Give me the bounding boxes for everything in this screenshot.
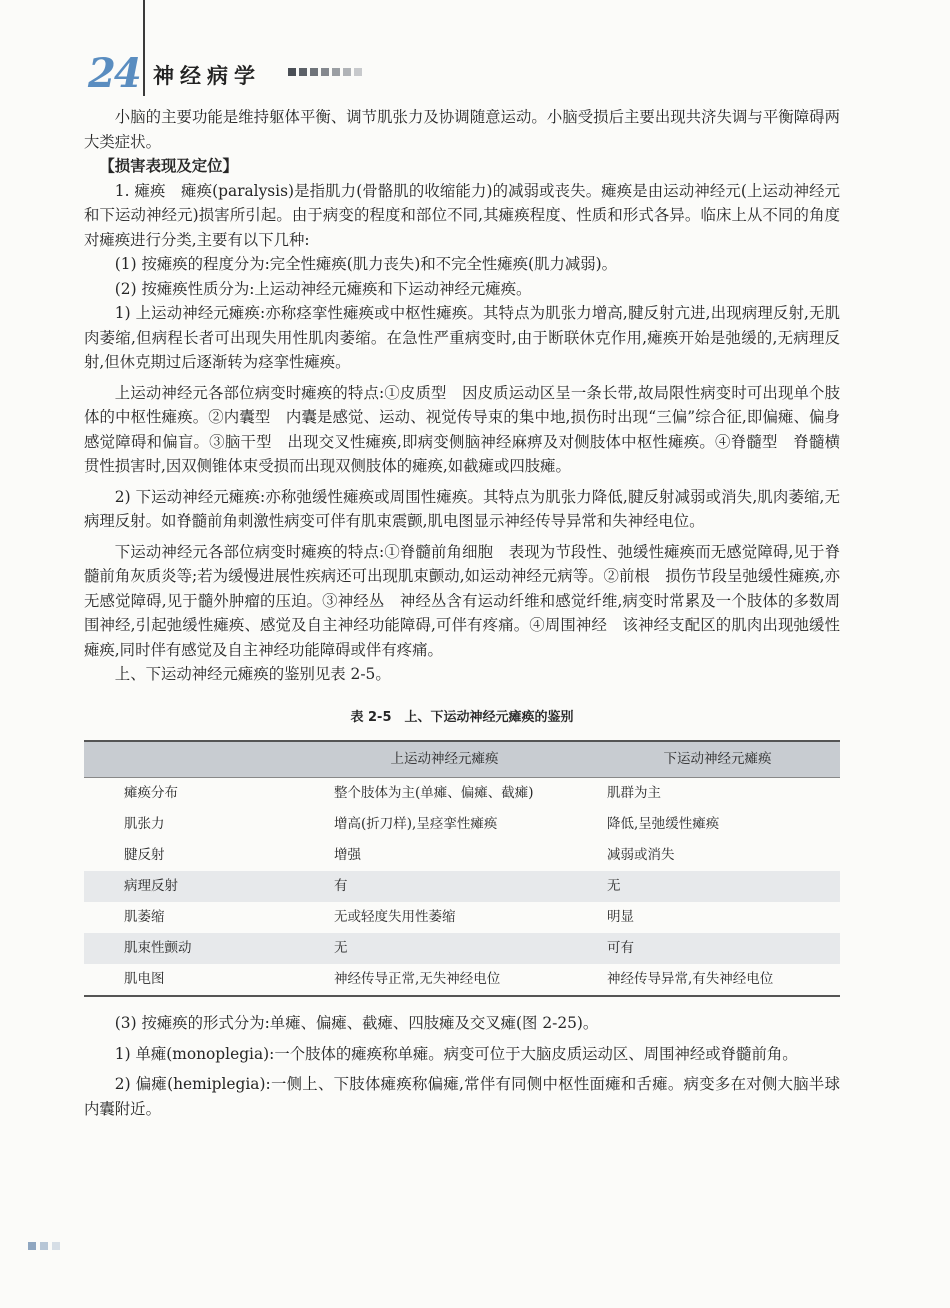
table-row <box>84 840 840 871</box>
table-cell: 神经传导正常,无失神经电位 <box>294 964 595 996</box>
paragraph: 小脑的主要功能是维持躯体平衡、调节肌张力及协调随意运动。小脑受损后主要出现共济失调与平衡障碍两大类症状。 <box>84 108 840 151</box>
table-header-cell: 上运动神经元瘫痪 <box>294 741 595 778</box>
table-cell: 可有 <box>595 933 840 964</box>
section-heading: 【损害表现及定位】 <box>99 157 238 175</box>
header-vertical-rule <box>143 0 145 96</box>
table-cell: 无 <box>595 871 840 902</box>
paragraph: 1. 瘫痪 瘫痪(paralysis)是指肌力(骨骼肌的收缩能力)的减弱或丧失。瘫痪是由运动神经元(上运动神经元和下运动神经元)损害所引起。由于病变的程度和部位不同,其瘫痪程度、性质和形式各异。临床上从不同的角度对瘫痪进行分类,主要有以下几种: <box>84 181 840 249</box>
table-caption: 表 2-5 上、下运动神经元瘫痪的鉴别 <box>350 709 574 725</box>
footer-decoration-square <box>40 1242 48 1250</box>
table-cell: 无或轻度失用性萎缩 <box>334 909 456 926</box>
table-cell: 增高(折刀样),呈痉挛性瘫痪 <box>334 816 498 833</box>
paragraph: 上、下运动神经元瘫痪的鉴别见表 2-5。 <box>114 665 391 683</box>
table-cell: 无 <box>294 933 595 964</box>
table-cell: 整个肢体为主(单瘫、偏瘫、截瘫) <box>334 785 534 802</box>
header-decoration-square <box>321 68 329 76</box>
table-cell: 肌电图 <box>84 964 294 996</box>
table-row <box>84 933 840 964</box>
header-decoration-square <box>343 68 351 76</box>
book-title: 神经病学 <box>153 64 261 88</box>
table-cell: 病理反射 <box>84 871 294 902</box>
table-cell: 肌束性颤动 <box>84 933 294 964</box>
header-decoration-square <box>332 68 340 76</box>
table-cell: 增强 <box>334 847 361 864</box>
table-cell: 肌张力 <box>124 816 165 833</box>
footer-decoration-square <box>52 1242 60 1250</box>
table-row <box>84 871 840 902</box>
table-cell: 瘫痪分布 <box>124 785 178 802</box>
header-decoration-square <box>354 68 362 76</box>
table-cell: 明显 <box>607 909 634 926</box>
table-cell: 减弱或消失 <box>607 847 675 864</box>
header-decoration-square <box>310 68 318 76</box>
table-row <box>84 902 840 933</box>
table-cell: 肌萎缩 <box>124 909 165 926</box>
table-header-row <box>84 741 840 778</box>
table-cell: 腱反射 <box>124 847 165 864</box>
table-cell: 有 <box>294 871 595 902</box>
paragraph: (2) 按瘫痪性质分为:上运动神经元瘫痪和下运动神经元瘫痪。 <box>114 279 532 298</box>
paragraph: (1) 按瘫痪的程度分为:完全性瘫痪(肌力丧失)和不完全性瘫痪(肌力减弱)。 <box>114 255 618 273</box>
paragraph: 2) 下运动神经元瘫痪:亦称弛缓性瘫痪或周围性瘫痪。其特点为肌张力降低,腱反射减弱或消失,肌肉萎缩,无病理反射。如脊髓前角刺激性病变可伴有肌束震颤,肌电图显示神经传导异常和失神经电位。 <box>84 487 840 530</box>
paragraph: 1) 上运动神经元瘫痪:亦称痉挛性瘫痪或中枢性瘫痪。其特点为肌张力增高,腱反射亢进,出现病理反射,无肌肉萎缩,但病程长者可出现失用性肌肉萎缩。在急性严重病变时,由于断联休克作用,瘫痪开始是弛缓的,无病理反射,但休克期过后逐渐转为痉挛性瘫痪。 <box>84 304 840 371</box>
header-decoration <box>288 68 362 76</box>
footer-decoration-square <box>28 1242 36 1250</box>
header-decoration-square <box>288 68 296 76</box>
table-cell: 肌群为主 <box>607 785 661 802</box>
paragraph: 上运动神经元各部位病变时瘫痪的特点:①皮质型 因皮质运动区呈一条长带,故局限性病变时可出现单个肢体的中枢性瘫痪。②内囊型 内囊是感觉、运动、视觉传导束的集中地,损伤时出现“三偏”综合征,即偏瘫、偏身感觉障碍和偏盲。③脑干型 出现交叉性瘫痪,即病变侧脑神经麻痹及对侧肢体中枢性瘫痪。④脊髓型 脊髓横贯性损害时,因双侧锥体束受损而出现双侧肢体的瘫痪,如截瘫或四肢瘫。 <box>84 383 840 475</box>
paragraph: (3) 按瘫痪的形式分为:单瘫、偏瘫、截瘫、四肢瘫及交叉瘫(图 2-25)。 <box>114 1014 599 1032</box>
header-decoration-square <box>299 68 307 76</box>
footer-decoration <box>28 1242 60 1250</box>
comparison-table <box>84 740 840 997</box>
table-row <box>84 809 840 840</box>
table-header-cell <box>84 741 294 778</box>
paragraph: 下运动神经元各部位病变时瘫痪的特点:①脊髓前角细胞 表现为节段性、弛缓性瘫痪而无感觉障碍,见于脊髓前角灰质炎等;若为缓慢进展性疾病还可出现肌束颤动,如运动神经元病等。②前根 损伤节段呈弛缓性瘫痪,亦无感觉障碍,见于髓外肿瘤的压迫。③神经丛 神经丛含有运动纤维和感觉纤维,病变时常累及一个肢体的多数周围神经,引起弛缓性瘫痪、感觉及自主神经功能障碍,可伴有疼痛。④周围神经 该神经支配区的肌肉出现弛缓性瘫痪,同时伴有感觉及自主神经功能障碍或伴有疼痛。 <box>84 542 840 659</box>
paragraph: 2) 偏瘫(hemiplegia):一侧上、下肢体瘫痪称偏瘫,常伴有同侧中枢性面瘫和舌瘫。病变多在对侧大脑半球内囊附近。 <box>84 1075 840 1118</box>
paragraph: 1) 单瘫(monoplegia):一个肢体的瘫痪称单瘫。病变可位于大脑皮质运动区、周围神经或脊髓前角。 <box>114 1044 798 1063</box>
table-cell: 神经传导异常,有失神经电位 <box>595 964 840 996</box>
page-number: 24 <box>88 50 140 97</box>
table-row <box>84 778 840 810</box>
table-header-cell: 下运动神经元瘫痪 <box>595 741 840 778</box>
page-body <box>84 105 840 1121</box>
table-row <box>84 964 840 996</box>
table-cell: 降低,呈弛缓性瘫痪 <box>607 816 720 833</box>
